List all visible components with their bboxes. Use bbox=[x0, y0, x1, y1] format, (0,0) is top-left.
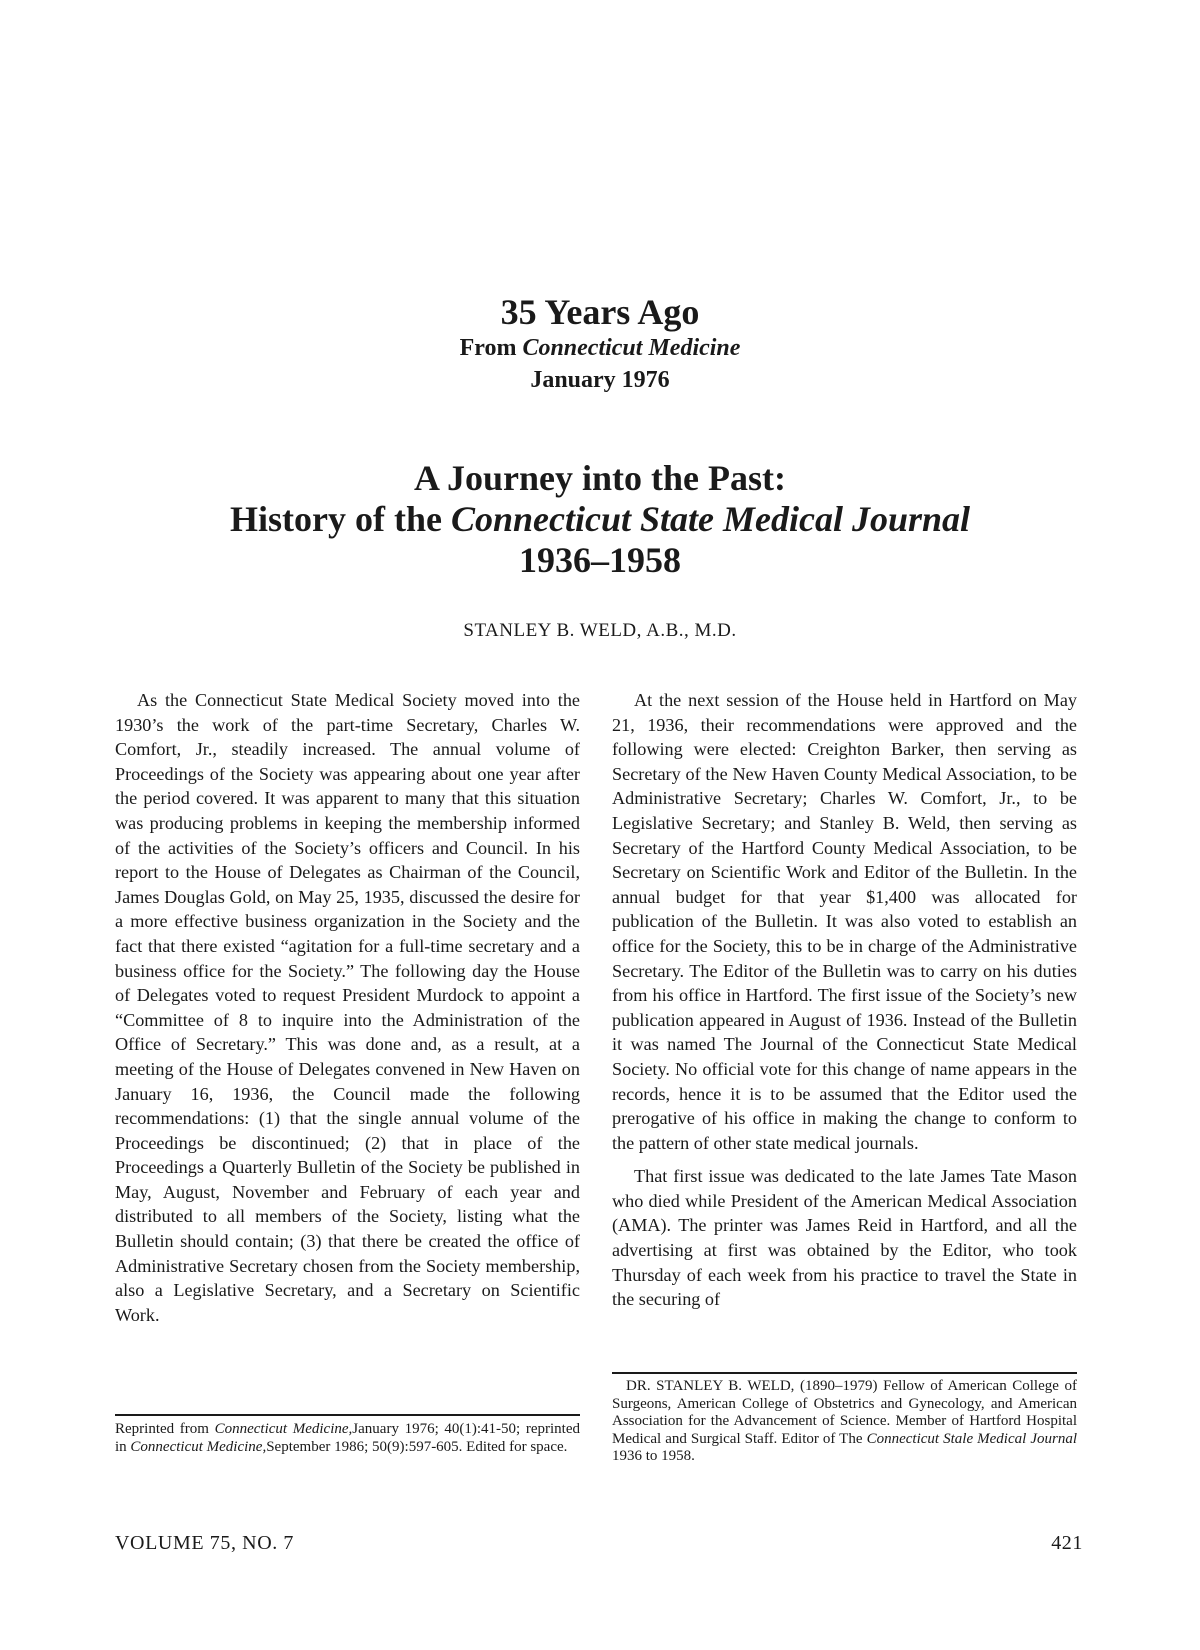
title-line-1: A Journey into the Past: bbox=[414, 458, 786, 498]
author-bio-footnote bbox=[612, 1378, 1077, 1466]
kicker: 35 Years Ago bbox=[500, 292, 700, 332]
author-byline: STANLEY B. WELD, A.B., M.D. bbox=[463, 620, 737, 641]
reprint-divider bbox=[115, 1414, 580, 1416]
paragraph: As the Connecticut State Medical Society moved into the 1930’s the work of the part-time Secretary, Charles W. Comfort, Jr., steadily increased. The annual volume of Proceedings of the Society was appearing about one year after the period covered. It was apparent to many that this situation was producing problems in keeping the membership informed of the activities of the Society’s officers and Council. In his report to the House of Delegates as Chairman of the Council, James Douglas Gold, on May 25, 1935, discussed the desire for a more effective business organization in the Society and the fact that there existed “agitation for a full-time secretary and a business office for the Society.” The following day the House of Delegates voted to request President Murdock to appoint a “Committee of 8 to inquire into the Administration of the Office of Secretary.” This was done and, as a result, at a meeting of the House of Delegates convened in New Haven on January 16, 1936, the Council made the following recommendations: (1) that the single annual volume of the Proceedings be discontinued; (2) that in place of the Proceedings a Quarterly Bulletin of the Society be published in May, August, November and February of each year and distributed to all members of the Society, listing what the Bulletin should contain; (3) that there be created the office of Administrative Secretary chosen from the Society membership, also a Legislative Secretary, and a Secretary on Scientific Work. bbox=[115, 690, 580, 1325]
title-journal: Connecticut State Medical Journal bbox=[450, 499, 970, 539]
paragraph: That first issue was dedicated to the late James Tate Mason who died while President of the American Medical Association (AMA). The printer was James Reid in Hartford, and all the advertising at first was obtained by the Editor, who took Thursday of each week from his practice to travel the State in the securing of bbox=[612, 1166, 1077, 1310]
bio-journal: Connecticut Stale Medical Journal bbox=[866, 1430, 1078, 1447]
source-from-label: From bbox=[459, 335, 517, 361]
source-date: January 1976 bbox=[530, 367, 670, 393]
reprint-text-3: September 1986; 50(9):597-605. Edited for space. bbox=[266, 1438, 568, 1455]
article-title bbox=[0, 458, 1200, 581]
reprint-footnote bbox=[115, 1421, 580, 1456]
bio-years: 1936 to 1958. bbox=[612, 1448, 695, 1464]
reprint-journal-1: Connecticut Medicine, bbox=[214, 1421, 353, 1437]
volume-footer: VOLUME 75, NO. 7 bbox=[115, 1532, 295, 1554]
paragraph: At the next session of the House held in Hartford on May 21, 1936, their recommendations were approved and the following were elected: Creighton Barker, then serving as Secretary of the New Haven County Medical Association, to be Administrative Secretary; Charles W. Comfort, Jr., to be Legislative Secretary; and Stanley B. Weld, then serving as Secretary of the Hartford County Medical Association, to be Secretary on Scientific Work and Editor of the Bulletin. In the annual budget for that year $1,400 was allocated for publication of the Bulletin. It was also voted to establish an office for the Society, this to be in charge of the Administrative Secretary. The Editor of the Bulletin was to carry on his duties from his office in Hartford. The first issue of the Society’s new publication appeared in August of 1936. Instead of the Bulletin it was named The Journal of the Connecticut State Medical Society. No official vote for this change of name appears in the records, hence it is to be assumed that the Editor used the prerogative of his office in making the change to conform to the pattern of other state medical journals. bbox=[612, 690, 1077, 1153]
bio-text: DR. STANLEY B. WELD, (1890–1979) Fellow of American College of Surgeons, American College of Obstetrics and Gynecology, and American Association for the Advancement of Science. Member of Hartford Hospital Medical and Surgical Staff. Editor of The bbox=[612, 1378, 1077, 1447]
reprint-text-1: Reprinted from bbox=[115, 1421, 209, 1437]
source-journal: Connecticut Medicine bbox=[522, 335, 741, 361]
bio-divider bbox=[612, 1372, 1077, 1374]
title-line-3: 1936–1958 bbox=[519, 540, 681, 580]
reprint-journal-2: Connecticut Medicine, bbox=[130, 1438, 267, 1455]
page-number: 421 bbox=[1051, 1532, 1083, 1554]
title-line-2-prefix: History of the bbox=[229, 499, 442, 539]
body-column-left bbox=[115, 688, 580, 1336]
title-line-2 bbox=[0, 499, 1200, 540]
article-header bbox=[0, 292, 1200, 396]
body-column-right bbox=[612, 688, 1077, 1321]
source-line bbox=[0, 332, 1200, 364]
reprint-text-2: January 1976; 40(1):41-50; reprinted in bbox=[115, 1421, 581, 1455]
